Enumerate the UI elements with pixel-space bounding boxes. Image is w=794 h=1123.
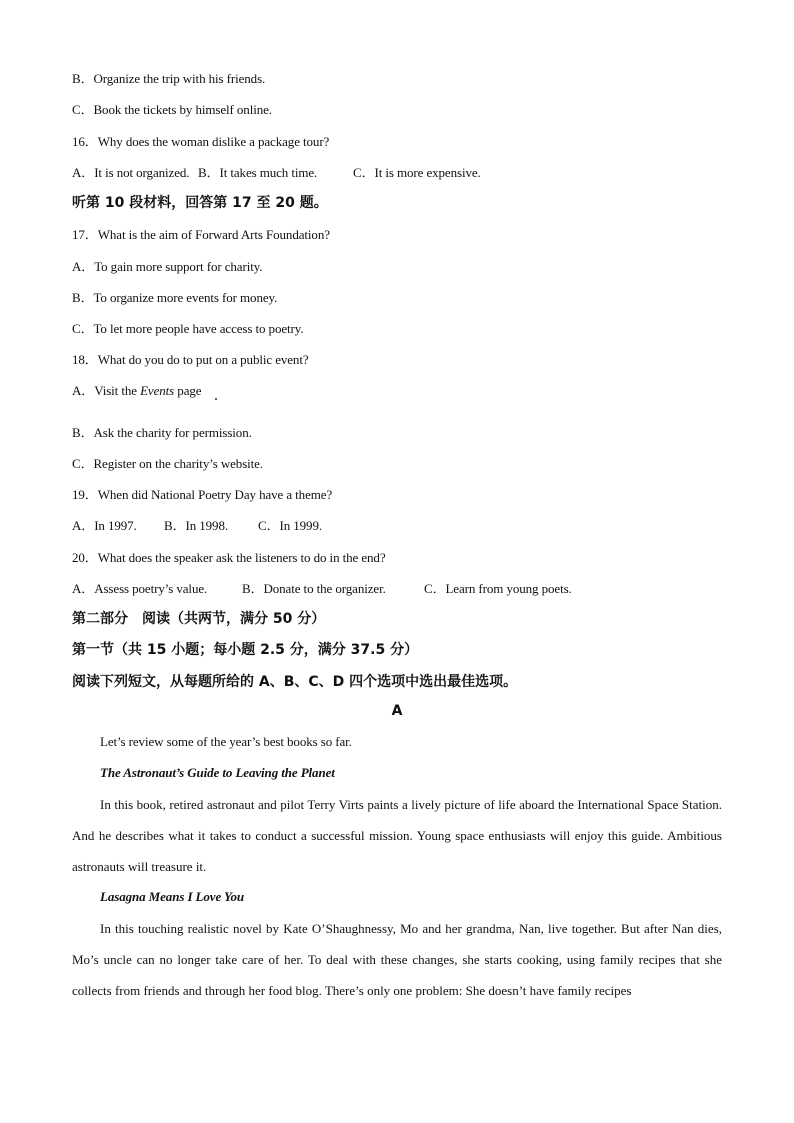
stray-dot <box>215 398 217 400</box>
q18-option-b: B．Ask the charity for permission. <box>72 425 252 440</box>
q20-question: 20．What does the speaker ask the listeners to do in the end? <box>72 550 386 565</box>
section10-heading: 听第 10 段材料，回答第 17 至 20 题。 <box>72 195 328 211</box>
q16-option-b: B．It takes much time. <box>198 165 318 180</box>
q16-option-a: A．It is not organized. <box>72 165 190 180</box>
q16-question: 16．Why does the woman dislike a package tour? <box>72 134 330 149</box>
section1-heading: 第一节（共 15 小题；每小题 2.5 分，满分 37.5 分） <box>72 642 419 658</box>
q20-option-b: B．Donate to the organizer. <box>242 581 386 596</box>
q18-question: 18．What do you do to put on a public event? <box>72 352 309 367</box>
q19-option-b: B．In 1998. <box>164 518 229 533</box>
book1-title: The Astronaut’s Guide to Leaving the Planet <box>100 765 335 780</box>
q20-option-a: A．Assess poetry’s value. <box>72 581 208 596</box>
q15-option-b: B．Organize the trip with his friends. <box>72 71 266 86</box>
q18-option-c: C．Register on the charity’s website. <box>72 456 264 471</box>
passage-intro: Let’s review some of the year’s best books so far. <box>100 734 352 749</box>
part2-heading: 第二部分 阅读（共两节，满分 50 分） <box>72 611 326 627</box>
book2-description: In this touching realistic novel by Kate O’Shaughnessy, Mo and her grandma, Nan, live together. But after Nan dies, Mo’s uncle can no longer take care of her. To deal with these changes, she starts cooking, using family recipes that she collects from friends and through her food blog. There’s only one problem: She doesn’t have family recipes <box>72 921 722 998</box>
q19-options <box>72 515 322 534</box>
reading-instructions: 阅读下列短文，从每题所给的 A、B、C、D 四个选项中选出最佳选项。 <box>72 674 518 690</box>
book1-description: In this book, retired astronaut and pilot Terry Virts paints a lively picture of life aboard the International Space Station. And he describes what it takes to conduct a successful mission. Young space enthusiasts will enjoy this guide. Ambitious astronauts will treasure it. <box>72 797 722 874</box>
passage-label: A <box>391 703 403 719</box>
q17-question: 17．What is the aim of Forward Arts Foundation? <box>72 227 330 242</box>
q19-option-a: A．In 1997. <box>72 518 137 533</box>
q19-question: 19．When did National Poetry Day have a theme? <box>72 487 333 502</box>
q19-option-c: C．In 1999. <box>258 518 323 533</box>
q15-option-c: C．Book the tickets by himself online. <box>72 102 272 117</box>
q16-options <box>72 162 481 181</box>
q17-option-a: A．To gain more support for charity. <box>72 259 263 274</box>
q16-option-c: C．It is more expensive. <box>353 165 481 180</box>
q18-option-a: A．Visit the Events page <box>72 383 202 398</box>
q20-option-c: C．Learn from young poets. <box>424 581 572 596</box>
q17-option-b: B．To organize more events for money. <box>72 290 278 305</box>
q20-options <box>72 578 572 597</box>
book2-title: Lasagna Means I Love You <box>100 889 244 904</box>
q17-option-c: C．To let more people have access to poetry. <box>72 321 304 336</box>
